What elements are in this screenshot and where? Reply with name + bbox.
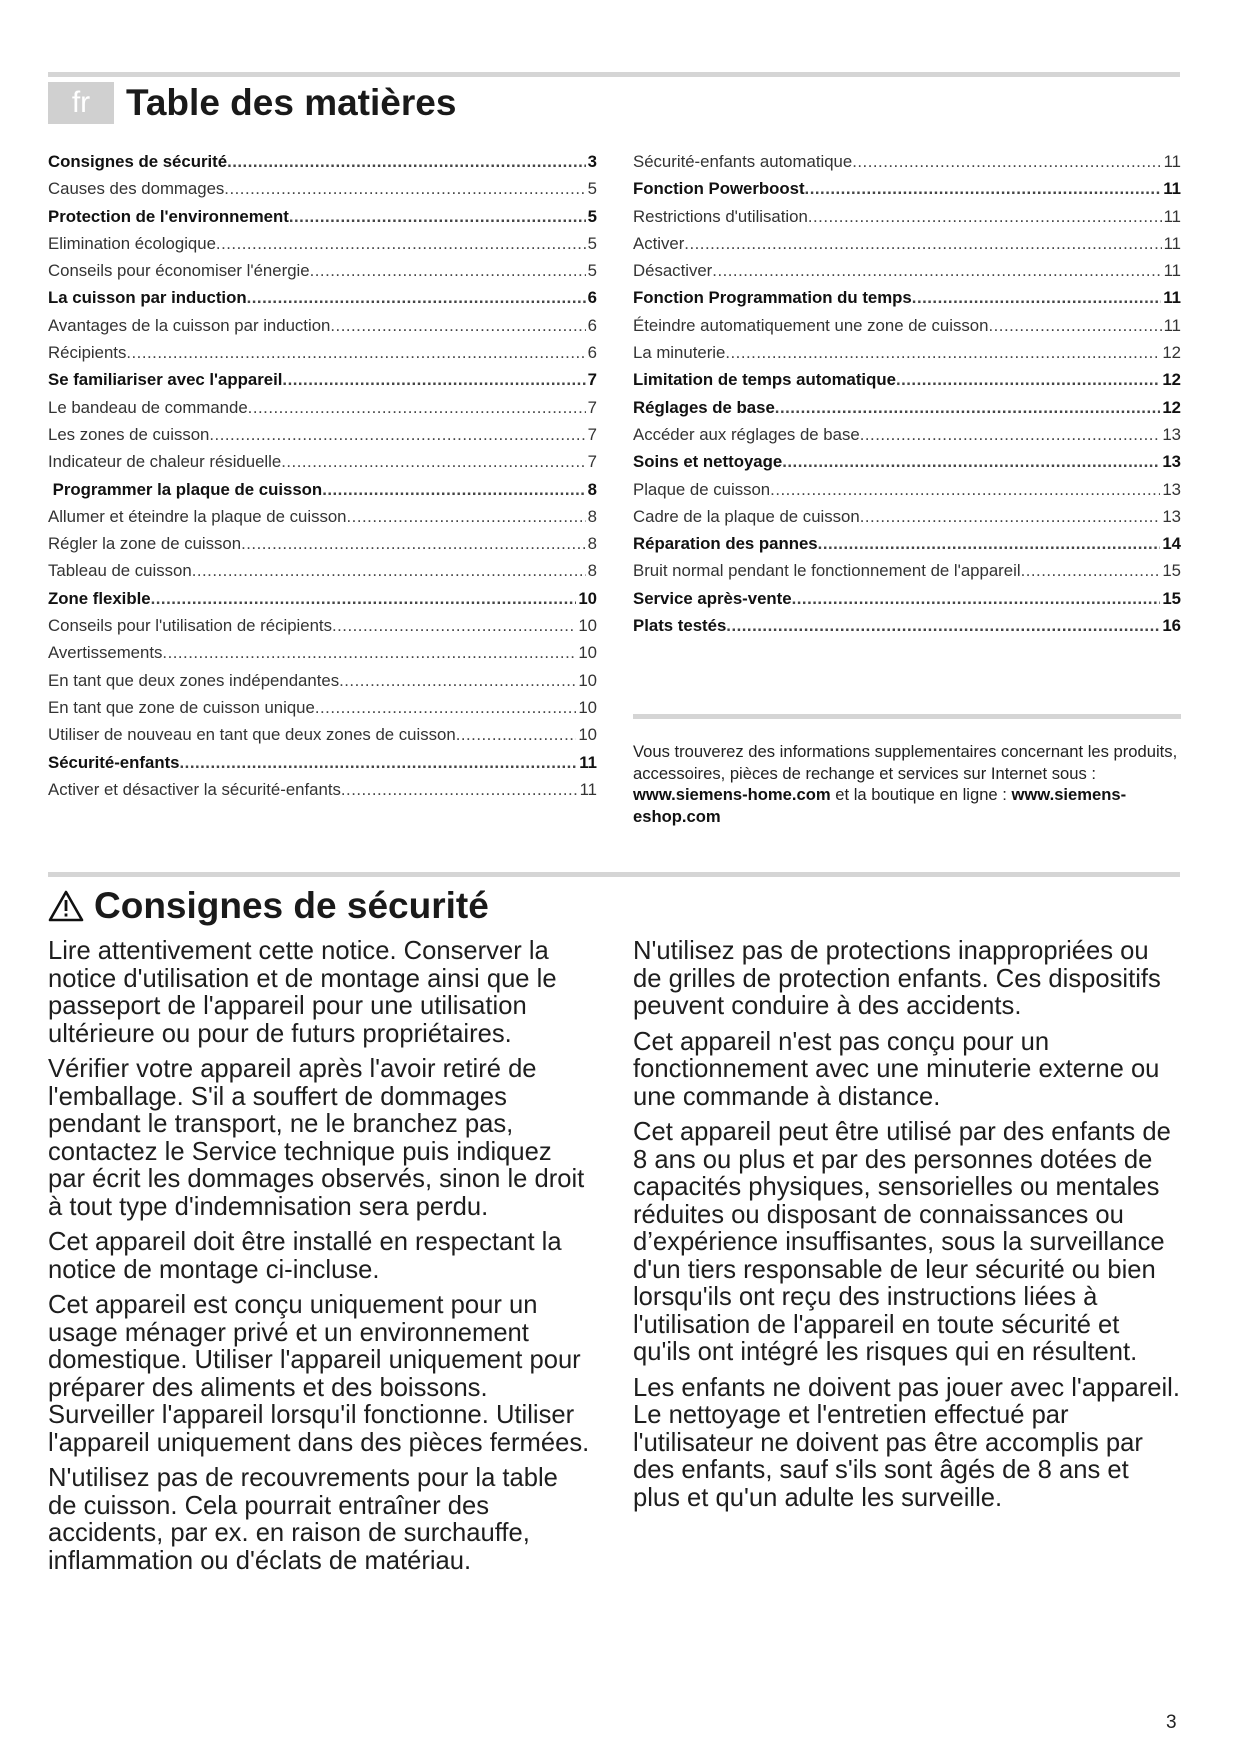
toc-entry-page: 5 <box>587 179 597 199</box>
toc-dot-leader <box>192 561 586 581</box>
safety-paragraph: Cet appareil n'est pas conçu pour un fonctionnement avec une minuterie externe ou une commande à distance. <box>633 1027 1160 1111</box>
toc-entry[interactable] <box>48 261 597 288</box>
toc-entry[interactable] <box>633 370 1181 397</box>
toc-entry-page: 7 <box>587 370 597 390</box>
section-divider <box>48 872 1180 877</box>
toc-dot-leader <box>712 261 1161 281</box>
toc-entry-page: 10 <box>578 643 597 663</box>
toc-entry[interactable] <box>633 316 1181 343</box>
toc-dot-leader <box>988 316 1161 336</box>
toc-entry-page: 11 <box>1163 288 1181 308</box>
toc-entry-page: 11 <box>579 752 597 772</box>
toc-entry-label: Réglages de base <box>633 397 775 417</box>
toc-entry-label: Activer <box>633 233 685 253</box>
toc-entry[interactable] <box>48 316 597 343</box>
toc-entry-page: 11 <box>1163 233 1181 253</box>
toc-entry-page: 8 <box>587 479 597 499</box>
toc-dot-leader <box>224 179 585 199</box>
toc-dot-leader <box>808 207 1162 227</box>
toc-entry-label: Limitation de temps automatique <box>633 370 896 390</box>
toc-entry-page: 11 <box>579 779 597 799</box>
warning-triangle-icon <box>48 889 84 923</box>
toc-entry[interactable] <box>48 616 597 643</box>
toc-entry-label: Plaque de cuisson <box>633 479 771 499</box>
safety-paragraph: Lire attentivement cette notice. Conserver la notice d'utilisation et de montage ainsi que le passeport de l'appareil pour une utilisation ultérieure ou pour de futurs propriétaires. <box>48 937 557 1048</box>
toc-entry-label: Elimination écologique <box>48 233 216 253</box>
safety-right-column <box>633 938 1181 1520</box>
toc-entry-page: 15 <box>1162 588 1181 608</box>
toc-entry-label: En tant que deux zones indépendantes <box>48 670 340 690</box>
toc-dot-leader <box>216 234 586 254</box>
toc-dot-leader <box>162 643 576 663</box>
language-badge: fr <box>48 82 114 124</box>
toc-dot-leader <box>227 152 586 172</box>
toc-entry-label: Utiliser de nouveau en tant que deux zones de cuisson <box>48 725 456 745</box>
toc-entry-page: 8 <box>587 534 597 554</box>
toc-entry[interactable] <box>48 152 597 179</box>
toc-entry-page: 12 <box>1162 343 1181 363</box>
toc-entry[interactable] <box>48 507 597 534</box>
toc-entry-page: 10 <box>578 697 597 717</box>
toc-entry-label: Désactiver <box>633 261 713 281</box>
toc-entry[interactable] <box>48 288 597 315</box>
toc-entry[interactable] <box>48 452 597 479</box>
toc-entry-page: 10 <box>578 670 597 690</box>
toc-entry-label: Causes des dommages <box>48 179 225 199</box>
toc-entry-label: Avantages de la cuisson par induction <box>48 315 331 335</box>
toc-entry[interactable] <box>48 725 597 752</box>
toc-entry-page: 8 <box>587 561 597 581</box>
toc-entry-label: Sécurité-enfants automatique <box>633 152 853 171</box>
toc-entry[interactable] <box>633 343 1181 370</box>
toc-entry[interactable] <box>48 480 597 507</box>
safety-paragraph: N'utilisez pas de protections inappropriées ou de grilles de protection enfants. Ces dispositifs peuvent conduire à des accidents. <box>633 937 1161 1020</box>
toc-entry-page: 13 <box>1162 452 1181 472</box>
toc-entry[interactable] <box>48 561 597 588</box>
toc-entry[interactable] <box>48 534 597 561</box>
toc-entry-label: Récipients <box>48 343 127 363</box>
toc-entry-label: Sécurité-enfants <box>48 752 180 772</box>
siemens-eshop-link[interactable]: www.siemens-eshop.com <box>633 785 1127 826</box>
toc-entry-page: 15 <box>1162 561 1181 581</box>
toc-entry[interactable] <box>633 179 1181 206</box>
toc-dot-leader <box>775 398 1161 418</box>
safety-heading <box>48 878 489 934</box>
toc-dot-leader <box>347 507 586 527</box>
toc-entry[interactable] <box>633 534 1181 561</box>
toc-entry-page: 12 <box>1162 397 1181 417</box>
toc-entry-label: Zone flexible <box>48 588 151 608</box>
toc-dot-leader <box>341 780 578 800</box>
toc-entry-label: En tant que zone de cuisson unique <box>48 697 315 717</box>
toc-entry[interactable] <box>48 698 597 725</box>
safety-paragraph: Cet appareil doit être installé en respectant la notice de montage ci-incluse. <box>48 1228 562 1284</box>
toc-entry-label: Activer et désactiver la sécurité-enfants <box>48 779 341 799</box>
toc-entry-page: 13 <box>1162 424 1181 444</box>
toc-dot-leader <box>151 589 577 609</box>
toc-entry-label: Conseils pour l'utilisation de récipients <box>48 616 332 636</box>
toc-dot-leader <box>281 452 585 472</box>
toc-entry-page: 14 <box>1162 534 1181 554</box>
toc-entry[interactable] <box>48 398 597 425</box>
toc-entry-label: La minuterie <box>633 343 726 363</box>
toc-entry-label: Tableau de cuisson <box>48 561 192 581</box>
toc-dot-leader <box>770 480 1160 500</box>
toc-entry-page: 12 <box>1162 370 1181 390</box>
toc-entry[interactable] <box>48 425 597 452</box>
toc-entry-label: La cuisson par induction <box>48 288 247 308</box>
toc-dot-leader <box>315 698 576 718</box>
toc-entry-page: 13 <box>1162 506 1181 526</box>
toc-entry[interactable] <box>633 425 1181 452</box>
safety-title: Consignes de sécurité <box>94 885 489 926</box>
toc-entry-page: 10 <box>578 616 597 636</box>
toc-entry-page: 10 <box>578 725 597 745</box>
toc-entry-label: Protection de l'environnement <box>48 206 289 226</box>
toc-entry-page: 13 <box>1162 479 1181 499</box>
toc-dot-leader <box>209 425 585 445</box>
toc-entry-page: 5 <box>587 261 597 281</box>
toc-entry-label: Fonction Powerboost <box>633 179 805 199</box>
toc-dot-leader <box>310 261 586 281</box>
siemens-home-link[interactable]: www.siemens-home.com <box>633 785 831 804</box>
toc-entry-label: Restrictions d'utilisation <box>633 206 808 226</box>
toc-entry-label: Plats testés <box>633 616 727 636</box>
toc-dot-leader <box>248 398 586 418</box>
toc-left-column <box>48 152 597 807</box>
toc-entry-page: 6 <box>587 343 597 363</box>
toc-dot-leader <box>322 480 585 500</box>
toc-entry-label: Les zones de cuisson <box>48 424 210 444</box>
toc-entry[interactable] <box>633 234 1181 261</box>
toc-entry-page: 8 <box>587 506 597 526</box>
safety-left-column <box>48 938 593 1583</box>
toc-entry-page: 3 <box>587 152 597 171</box>
toc-entry[interactable] <box>48 643 597 670</box>
info-text-2: et la boutique en ligne : <box>830 785 1012 804</box>
toc-entry[interactable] <box>48 234 597 261</box>
safety-paragraph: N'utilisez pas de recouvrements pour la table de cuisson. Cela pourrait entraîner des accidents, par ex. en raison de surchauffe, inflammation ou d'éclats de matériau. <box>48 1464 558 1575</box>
toc-dot-leader <box>860 425 1161 445</box>
toc-entry-page: 11 <box>1163 315 1181 335</box>
info-divider <box>633 714 1181 719</box>
toc-entry-label: Programmer la plaque de cuisson <box>48 479 323 499</box>
safety-paragraph: Vérifier votre appareil après l'avoir retiré de l'emballage. S'il a souffert de dommages pendant le transport, ne le branchez pas, contactez le Service technique puis indiquez par écrit les dommages observés, sinon le droit à tout type d'indemnisation sera perdu. <box>48 1055 585 1221</box>
toc-dot-leader <box>1021 561 1161 581</box>
toc-dot-leader <box>126 343 585 363</box>
toc-dot-leader <box>456 725 577 745</box>
toc-entry[interactable] <box>633 398 1181 425</box>
toc-dot-leader <box>330 316 585 336</box>
safety-paragraph: Cet appareil est conçu uniquement pour un usage ménager privé et un environnement domestique. Utiliser l'appareil uniquement pour préparer des aliments et des boissons. Surveiller l'appareil lorsqu'il fonctionne. Utiliser l'appareil uniquement dans des pièces fermées. <box>48 1291 590 1457</box>
toc-entry[interactable] <box>633 589 1181 616</box>
toc-entry-page: 7 <box>587 424 597 444</box>
toc-entry-page: 11 <box>1163 179 1181 199</box>
toc-entry-label: Indicateur de chaleur résiduelle <box>48 452 282 472</box>
toc-entry-label: Régler la zone de cuisson <box>48 534 242 554</box>
toc-entry[interactable] <box>48 179 597 206</box>
toc-dot-leader <box>852 152 1161 172</box>
toc-entry-page: 16 <box>1162 616 1181 636</box>
toc-entry[interactable] <box>48 343 597 370</box>
toc-entry-page: 11 <box>1163 206 1181 226</box>
toc-entry[interactable] <box>633 288 1181 315</box>
toc-dot-leader <box>792 589 1161 609</box>
toc-entry-label: Se familiariser avec l'appareil <box>48 370 283 390</box>
toc-entry[interactable] <box>633 561 1181 588</box>
toc-entry[interactable] <box>48 780 597 807</box>
toc-entry[interactable] <box>48 753 597 780</box>
toc-dot-leader <box>684 234 1161 254</box>
toc-dot-leader <box>860 507 1161 527</box>
toc-dot-leader <box>332 616 576 636</box>
info-text-1: Vous trouverez des informations supplementaires concernant les produits, accessoires, pièces de rechange et services sur Internet sous : <box>633 742 1178 783</box>
toc-entry-label: Soins et nettoyage <box>633 452 783 472</box>
toc-entry-label: Bruit normal pendant le fonctionnement de l'appareil <box>633 561 1021 581</box>
toc-entry-label: Avertissements <box>48 643 163 663</box>
toc-entry[interactable] <box>633 207 1181 234</box>
safety-paragraph: Cet appareil peut être utilisé par des enfants de 8 ans ou plus et par des personnes dotées de capacités physiques, sensorielles ou mentales réduites ou disposant de connaissances ou d’expérience insuffisantes, sous la surveillance d'un tiers responsable de leur sécurité ou bien lorsqu'ils ont reçu des instructions liées à l'utilisation de l'appareil en toute sécurité et qu'ils ont intégré les risques qui en résultent. <box>633 1118 1171 1366</box>
toc-entry-label: Consignes de sécurité <box>48 152 228 171</box>
toc-entry-page: 5 <box>587 206 597 226</box>
toc-dot-leader <box>896 370 1160 390</box>
toc-entry[interactable] <box>48 207 597 234</box>
toc-dot-leader <box>912 288 1161 308</box>
safety-paragraph: Les enfants ne doivent pas jouer avec l'appareil. Le nettoyage et l'entretien effectué par l'utilisateur ne doivent pas être accomplis par des enfants, sauf s'ils sont âgés de 8 ans et plus et qu'un adulte les surveille. <box>633 1373 1180 1512</box>
toc-entry-label: Accéder aux réglages de base <box>633 424 860 444</box>
toc-right-column <box>633 152 1181 643</box>
toc-entry-label: Le bandeau de commande <box>48 397 248 417</box>
toc-entry-label: Réparation des pannes <box>633 534 818 554</box>
toc-entry[interactable] <box>633 261 1181 288</box>
toc-dot-leader <box>180 753 578 773</box>
toc-entry[interactable] <box>48 589 597 616</box>
toc-entry[interactable] <box>633 452 1181 479</box>
toc-entry[interactable] <box>633 480 1181 507</box>
toc-entry[interactable] <box>633 616 1181 643</box>
toc-dot-leader <box>339 671 576 691</box>
toc-dot-leader <box>289 207 586 227</box>
toc-entry[interactable] <box>633 507 1181 534</box>
toc-entry-page: 7 <box>587 397 597 417</box>
toc-entry-page: 11 <box>1163 261 1181 281</box>
toc-entry-page: 6 <box>587 288 597 308</box>
toc-dot-leader <box>725 343 1160 363</box>
toc-title: Table des matières <box>126 82 457 123</box>
toc-entry-label: Fonction Programmation du temps <box>633 288 912 308</box>
toc-entry-label: Service après-vente <box>633 588 792 608</box>
toc-entry-page: 10 <box>578 588 597 608</box>
toc-entry-label: Cadre de la plaque de cuisson <box>633 506 860 526</box>
page-number: 3 <box>1166 1712 1177 1733</box>
toc-entry-page: 11 <box>1163 152 1181 171</box>
toc-dot-leader <box>247 288 586 308</box>
toc-entry[interactable] <box>633 152 1181 179</box>
toc-entry-label: Allumer et éteindre la plaque de cuisson <box>48 506 347 526</box>
toc-dot-leader <box>282 370 585 390</box>
toc-dot-leader <box>782 452 1160 472</box>
info-note <box>633 741 1181 827</box>
toc-entry-label: Conseils pour économiser l'énergie <box>48 261 310 281</box>
top-divider <box>48 72 1180 77</box>
toc-dot-leader <box>241 534 586 554</box>
toc-dot-leader <box>805 179 1162 199</box>
toc-entry[interactable] <box>48 370 597 397</box>
toc-entry-page: 6 <box>587 315 597 335</box>
toc-dot-leader <box>726 616 1160 636</box>
toc-entry-page: 7 <box>587 452 597 472</box>
toc-entry-page: 5 <box>587 233 597 253</box>
toc-dot-leader <box>818 534 1161 554</box>
toc-entry[interactable] <box>48 671 597 698</box>
toc-entry-label: Éteindre automatiquement une zone de cuisson <box>633 315 989 335</box>
